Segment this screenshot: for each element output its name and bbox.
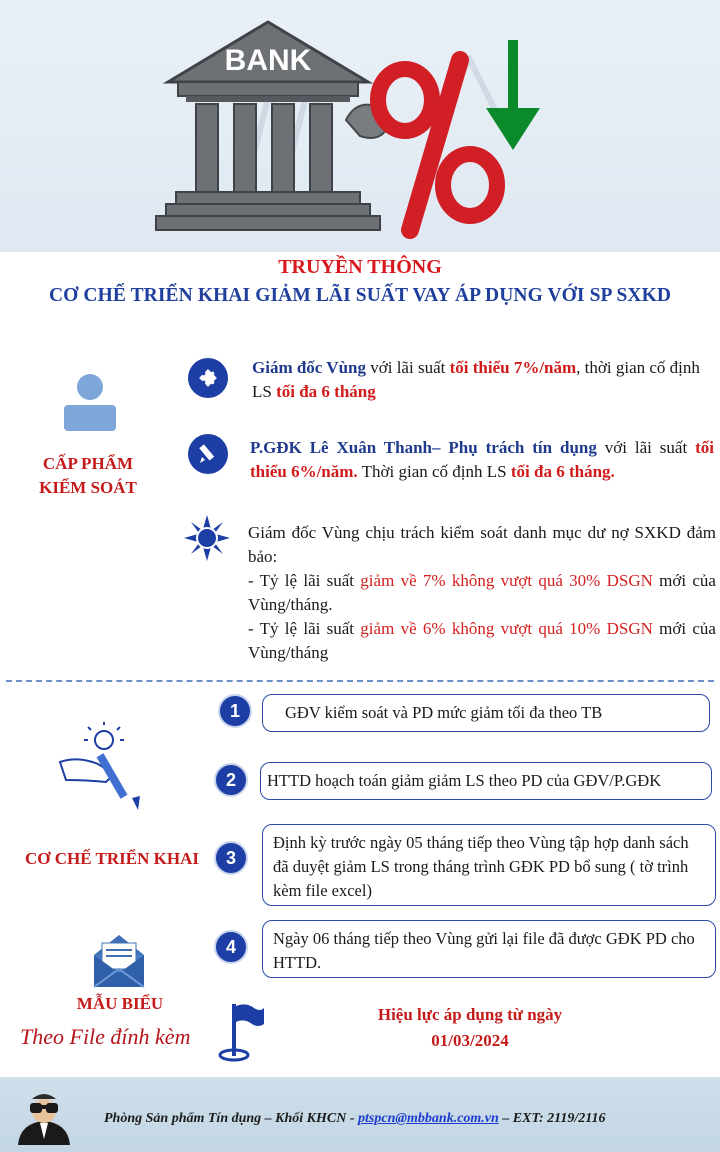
step-4-box: Ngày 06 tháng tiếp theo Vùng gửi lại file đã được GĐK PD cho HTTD. [262, 920, 716, 978]
title-line-2: CƠ CHẾ TRIỂN KHAI GIẢM LÃI SUẤT VAY ÁP DỤNG VỚI SP SXKD [48, 285, 672, 306]
step-3-number: 3 [214, 841, 248, 875]
item3-line2-c: mới của Vùng/tháng [248, 619, 716, 662]
pen-lightbulb-icon [58, 722, 158, 812]
flag-icon [214, 1000, 266, 1062]
hero-illustration [0, 0, 720, 252]
title-line-1: TRUYỀN THÔNG [278, 256, 442, 278]
hero-banner [0, 0, 720, 252]
pencil-icon [188, 434, 228, 474]
item2-text-2: Thời gian cố định LS [357, 462, 511, 481]
footer-dept: Phòng Sản phẩm Tín dụng – Khối KHCN - [104, 1111, 359, 1126]
authority-label-line1: CẤP PHẨM [42, 454, 134, 473]
item2-text-1: với lãi suất [596, 438, 696, 457]
item3-line2-b: giảm về 6% không vượt quá 10% DSGN [360, 619, 653, 638]
item3-line2-a: - Tỷ lệ lãi suất [248, 619, 361, 638]
footer-email-link[interactable]: ptspcn@mbbank.com.vn [358, 1111, 499, 1126]
item2-rate: tối thiểu 6%/năm. [250, 438, 714, 481]
item3-line1-a: - Tỷ lệ lãi suất [248, 571, 361, 590]
item2-term: tối đa 6 tháng. [510, 462, 615, 481]
down-arrow-icon [486, 40, 540, 150]
item1-text-2: , thời gian cố định LS [252, 358, 700, 401]
item1-role: Giám đốc Vùng [252, 358, 366, 377]
item1-term: tối đa 6 tháng [276, 382, 376, 401]
step-4-number: 4 [214, 930, 248, 964]
authority-item-1 [252, 356, 710, 404]
authority-label-line2: KIỂM SOÁT [39, 478, 137, 497]
footer-ext: – EXT: 2119/2116 [498, 1111, 606, 1126]
item3-intro: Giám đốc Vùng chịu trách kiểm soát danh mục dư nợ SXKD đảm bảo: [248, 523, 716, 566]
item3-line1-b: giảm về 7% không vượt quá 30% DSGN [360, 571, 653, 590]
bank-building-icon [156, 22, 380, 230]
attachment-note: Theo File đính kèm [20, 1024, 191, 1049]
svg-text:BANK: BANK [224, 44, 312, 77]
item2-role: P.GĐK Lê Xuân Thanh– Phụ trách tín dụng [250, 438, 597, 457]
percent-sign-icon [378, 60, 497, 230]
section-process-label: CƠ CHẾ TRIỂN KHAI [25, 849, 199, 868]
person-icon [60, 373, 120, 431]
effective-date-block [330, 1002, 610, 1054]
authority-item-2 [250, 436, 714, 484]
step-2-box: HTTD hoạch toán giảm giảm LS theo PD của GĐV/P.GĐK [260, 762, 712, 800]
step-2-number: 2 [214, 763, 248, 797]
footer-contact [104, 1111, 606, 1127]
item1-rate: tối thiểu 7%/năm [449, 358, 577, 377]
binoculars-person-icon [10, 1089, 78, 1145]
footer [0, 1077, 720, 1152]
step-3-box: Định kỳ trước ngày 05 tháng tiếp theo Vùng tập hợp danh sách đã duyệt giảm LS trong tháng trình GĐK PD bổ sung ( tờ trình kèm file excel) [262, 824, 716, 906]
section-form-label: MẪU BIỂU [76, 994, 164, 1013]
step-1-box: GĐV kiểm soát và PD mức giảm tối đa theo TB [262, 694, 710, 732]
step-1-number: 1 [218, 694, 252, 728]
effective-date: 01/03/2024 [431, 1031, 509, 1050]
effective-label: Hiệu lực áp dụng từ ngày [377, 1005, 563, 1024]
section-authority-label [18, 452, 158, 500]
item1-text-1: với lãi suất [366, 358, 450, 377]
section-divider [6, 680, 714, 682]
puzzle-icon [188, 358, 228, 398]
authority-item-3 [248, 521, 716, 665]
item3-line1-c: mới của Vùng/tháng. [248, 571, 716, 614]
mail-icon [90, 933, 148, 989]
sun-icon [184, 515, 230, 561]
